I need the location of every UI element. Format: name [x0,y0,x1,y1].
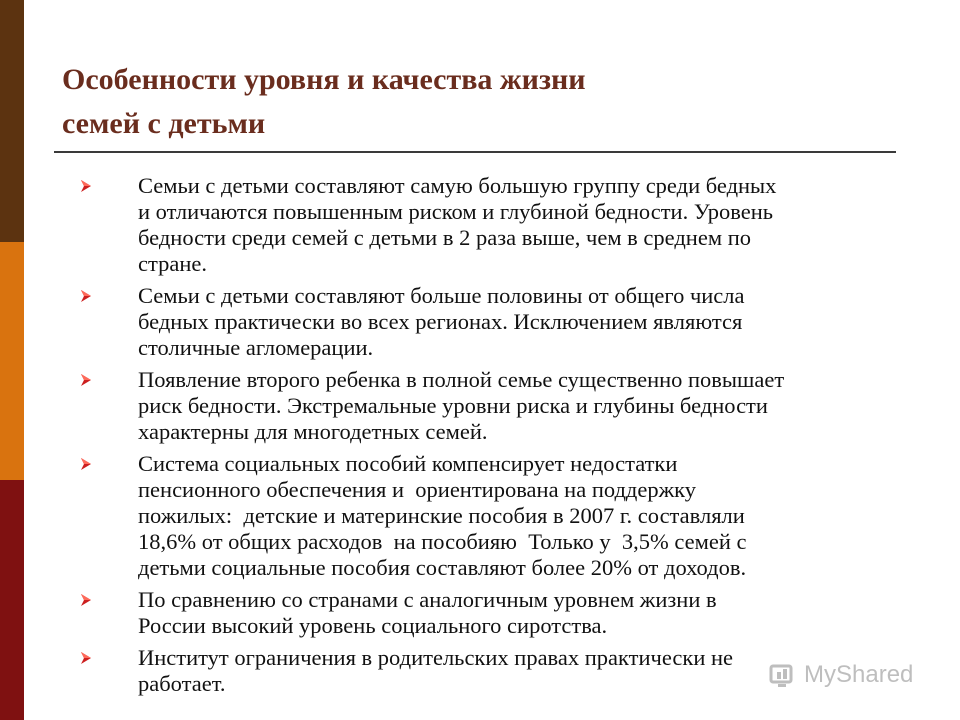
bullet-item [80,367,920,445]
title-divider [54,151,896,153]
bullet-arrow-icon [80,593,92,607]
bullet-arrow-icon [80,651,92,665]
bullet-item [80,451,920,581]
side-bar-bottom [0,480,24,720]
bullet-text-line: работает. [138,671,226,696]
bullet-text-line: пенсионного обеспечения и ориентирована на поддержку [138,477,697,502]
bullet-item [80,173,920,277]
bullet-text-line: России высокий уровень социального сиротства. [138,613,608,638]
watermark [768,658,913,692]
bullet-text [138,367,920,445]
bullet-item [80,283,920,361]
bullet-text-line: Семьи с детьми составляют больше половины от общего числа [138,283,745,308]
bullet-item [80,587,920,639]
bullet-text-line: пожилых: детские и материнские пособия в 2007 г. составляли [138,503,745,528]
bullet-text-line: По сравнению со странами с аналогичным уровнем жизни в [138,587,717,612]
bullet-text-line: и отличаются повышенным риском и глубиной бедности. Уровень [138,199,774,224]
watermark-text: MyShared [804,661,914,688]
bullet-arrow-icon [80,179,92,193]
bullet-text-line: стране. [138,251,207,276]
side-bar-top [0,0,24,242]
bullet-arrow-icon [80,373,92,387]
bullet-text [138,173,920,277]
bullet-text-line: риск бедности. Экстремальные уровни риска и глубины бедности [138,393,768,418]
bullet-text [138,451,920,581]
bullet-text-line: Семьи с детьми составляют самую большую группу среди бедных [138,173,777,198]
bullet-text [138,587,920,639]
bullet-text-line: характерны для многодетных семей. [138,419,488,444]
bullet-text-line: детьми социальные пособия составляют более 20% от доходов. [138,555,747,580]
side-bar-middle [0,242,24,480]
slide-title [62,58,882,146]
bullet-arrow-icon [80,289,92,303]
bullet-text-line: бедности среди семей с детьми в 2 раза выше, чем в среднем по [138,225,751,250]
slide-title-line-1: Особенности уровня и качества жизни [62,63,586,96]
bullet-arrow-icon [80,457,92,471]
bullet-text-line: столичные агломерации. [138,335,374,360]
bullet-list [80,173,920,703]
bullet-text-line: 18,6% от общих расходов на пособияю Только у 3,5% семей с [138,529,747,554]
bullet-text-line: Система социальных пособий компенсирует недостатки [138,451,678,476]
myshared-logo-icon [768,660,798,690]
bullet-text-line: Появление второго ребенка в полной семье существенно повышает [138,367,785,392]
bullet-text-line: бедных практически во всех регионах. Исключением являются [138,309,743,334]
slide-title-line-2: семей с детьми [62,107,266,140]
bullet-text [138,283,920,361]
bullet-text-line: Институт ограничения в родительских правах практически не [138,645,734,670]
